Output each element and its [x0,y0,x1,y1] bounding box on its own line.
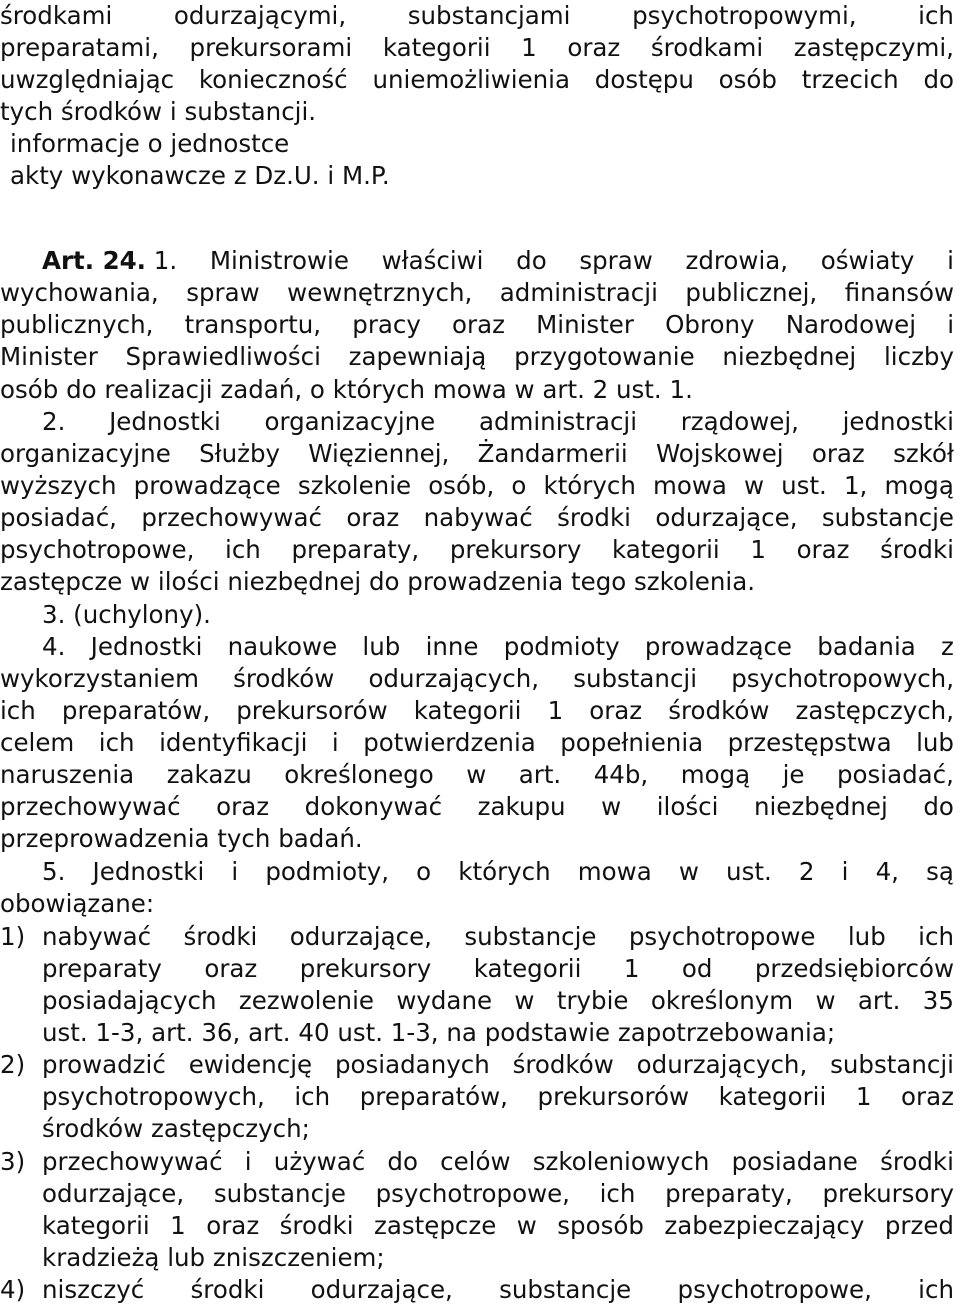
word: właściwi [381,246,484,275]
word: publicznych, [0,310,154,339]
word: w [815,986,836,1015]
word: prowadzące [644,632,793,661]
word: zastępcze [374,1211,497,1240]
word: oraz [346,503,400,532]
word: 1, [843,471,868,500]
word: substancji [573,664,698,693]
word: identyfikacji [159,728,308,757]
word: o [511,471,527,500]
executive-acts-link[interactable]: akty wykonawcze z Dz.U. i M.P. [10,161,390,190]
word: preparaty [42,954,162,983]
word: spraw [579,246,653,275]
word: posiadać, [0,503,117,532]
word: ilości [656,792,719,821]
word: inne [425,632,479,661]
paragraph-line [0,534,954,566]
paragraph-line [0,663,954,695]
word: przedsiębiorców [754,954,954,983]
word: w [466,760,487,789]
word: i [231,857,239,886]
word: mowa [577,857,652,886]
word: oraz [216,792,270,821]
word: zastępczymi, [793,33,954,62]
word: niezbędnej [722,342,857,371]
word: celem [0,728,75,757]
paragraph-number: 4. [42,632,66,661]
paragraph-1-first-line [42,245,954,277]
word: w [516,1211,537,1240]
word: mogą [680,760,751,789]
word: prekursory [822,1179,954,1208]
word: zabezpieczający [664,1211,865,1240]
word: odurzających, [636,1050,808,1079]
word: administracji [499,278,658,307]
word: odurzające, [655,503,798,532]
word: publicznej, [685,278,818,307]
word: pracy [352,310,421,339]
word: trybie [556,986,629,1015]
word: ust. [726,857,772,886]
word: środki [190,1275,265,1304]
word: 35 [922,986,954,1015]
word: Sprawiedliwości [125,342,321,371]
article-heading [42,245,177,277]
word: art. [518,760,562,789]
word: ich [0,696,36,725]
word: posiadać, [836,760,954,789]
word: podmioty, [265,857,390,886]
word: ich [918,922,954,951]
word: szkolenie [297,471,412,500]
word: posiadanych [335,1050,490,1079]
word: z [941,632,954,661]
word: odurzające, [42,1179,185,1208]
word: oraz [452,310,505,339]
word: preparatami, [0,33,159,62]
word: Jednostki [92,857,205,886]
word: zakupu [477,792,566,821]
word: i [947,246,954,275]
word: lub [362,632,401,661]
word: środki [279,1211,354,1240]
unit-info-link[interactable]: informacje o jednostce [10,129,290,158]
word: oraz [589,696,643,725]
word: substancji [830,1050,954,1079]
word: substancjami [407,1,571,30]
word: wykorzystaniem [0,664,199,693]
word: przestępstwa [727,728,892,757]
paragraph-3: 3. (uchylony). [42,600,211,629]
word: badania [817,632,916,661]
word: posiadających [42,986,217,1015]
paragraph-number: 2. [42,407,66,436]
word: posiadane [731,1147,858,1176]
paragraph-line [0,759,954,791]
word: 1 [855,1082,872,1111]
word: mowa [652,471,727,500]
paragraph-line [0,502,954,534]
word: wychowania, [0,278,159,307]
word: Wojskowej [656,439,784,468]
word: transportu, [184,310,322,339]
word: 1 [170,1211,186,1240]
word: odurzającymi, [173,1,347,30]
word: środki [183,922,258,951]
word: nabywać [42,922,152,951]
word: ich [294,1082,331,1111]
word: preparatów, [359,1082,508,1111]
word: Żandarmerii [477,439,628,468]
list-item-line [42,1049,954,1081]
paragraph-line: zastępcze w ilości niezbędnej do prowadzenia tego szkolenia. [0,567,755,596]
word: 44b, [593,760,649,789]
word: środków [233,664,335,693]
word: 1 [750,535,766,564]
word: popełnienia [560,728,704,757]
word: Jednostki [90,632,203,661]
article-label: Art. 24. [42,246,146,275]
list-item-line: ust. 1-3, art. 36, art. 40 ust. 1-3, na podstawie zapotrzebowania; [42,1018,836,1047]
word: do [387,1147,418,1176]
paragraph-4-first-line [42,631,954,663]
list-item-number: 1) [0,922,26,951]
word: środkami [0,1,113,30]
word: potwierdzenia [363,728,536,757]
word: Jednostki [109,407,221,436]
intro-line [0,32,954,64]
list-item-line [42,953,954,985]
word: psychotropowe, [0,535,195,564]
word: od [681,954,713,983]
word: 1 [521,33,537,62]
word: kategorii [718,1082,827,1111]
word: w [744,471,765,500]
word: określonym [650,986,794,1015]
word: oraz [204,954,258,983]
word: osób, [428,471,495,500]
word: ich [225,535,261,564]
word: określonego [284,760,434,789]
word: psychotropowymi, [632,1,857,30]
word: oraz [206,1211,260,1240]
word: w [601,792,622,821]
list-item-line [42,1081,954,1113]
word: prekursorów [537,1082,690,1111]
word: niezbędnej [753,792,888,821]
list-item-number: 2) [0,1050,26,1079]
word: art. [857,986,901,1015]
word: i [841,857,849,886]
word: organizacyjne [264,407,436,436]
word: oświaty [820,246,915,275]
word: prowadzić [42,1050,166,1079]
word: celów [440,1147,511,1176]
word: naruszenia [0,760,135,789]
word: ewidencję [188,1050,313,1079]
word: substancje [213,1179,346,1208]
word: naukowe [227,632,338,661]
word: psychotropowych, [42,1082,265,1111]
word: do [923,65,954,94]
intro-line: tych środków i substancji. [0,97,317,126]
paragraph-line [0,470,954,502]
word: wyższych [0,471,117,500]
list-item-line [42,1210,954,1242]
word: zakazu [166,760,252,789]
word: finansów [844,278,954,307]
word: substancje [464,922,597,951]
word: ich [599,1179,636,1208]
word: substancje [499,1275,632,1304]
word: Narodowej [785,310,917,339]
list-item-line [42,921,954,953]
word: odurzające, [289,922,432,951]
word: zastępczych, [795,696,954,725]
word: oraz [796,535,850,564]
word: substancje [821,503,954,532]
word: Ministrowie [209,246,349,275]
paragraph-line [0,438,954,470]
word: szkoleniowych [532,1147,710,1176]
word: oraz [811,439,865,468]
word: środków [668,696,770,725]
word: liczby [883,342,954,371]
list-item-number: 3) [0,1147,26,1176]
word: kategorii [382,33,491,62]
word: kategorii [612,535,720,564]
word: dokonywać [304,792,443,821]
word: psychotropowe [628,922,816,951]
word: nabywać [423,503,533,532]
word: kategorii [473,954,582,983]
word: i [331,728,339,757]
word: odurzające, [310,1275,453,1304]
word: organizacyjne [0,439,171,468]
paragraph-line: osób do realizacji zadań, o których mowa w art. 2 ust. 1. [0,375,693,404]
list-item-number: 4) [0,1275,26,1304]
list-item-line: kradzieżą lub zniszczeniem; [42,1243,385,1272]
word: niszczyć [42,1275,145,1304]
word: których [543,471,636,500]
word: ich [98,728,135,757]
word: Obrony [665,310,755,339]
word: konieczność [198,65,348,94]
paragraph-2-first-line [42,406,954,438]
word: prekursorów [236,696,388,725]
paragraph-number: 5. [42,857,66,886]
word: psychotropowych, [731,664,954,693]
word: zezwolenie [238,986,374,1015]
word: jednostki [842,407,954,436]
word: środki [880,1147,954,1176]
word: środki [880,535,954,564]
word: o [416,857,432,886]
word: prowadzące [133,471,281,500]
word: przed [884,1211,954,1240]
word: oraz [567,33,621,62]
word: prekursory [299,954,432,983]
list-item-line: środków zastępczych; [42,1114,310,1143]
word: podmioty [503,632,620,661]
word: 4, [875,857,899,886]
word: wewnętrznych, [287,278,473,307]
word: preparaty, [291,535,420,564]
word: 1 [623,954,640,983]
word: środkami [650,33,764,62]
word: ich [918,1275,954,1304]
word: których [458,857,551,886]
word: kategorii [413,696,522,725]
word: psychotropowe, [677,1275,872,1304]
word: osób [718,65,777,94]
word: dostępu [594,65,694,94]
word: kategorii [42,1211,150,1240]
word: zdrowia, [685,246,789,275]
word: w [678,857,699,886]
paragraph-number: 1. [153,246,178,275]
word: odurzających, [368,664,540,693]
word: do [516,246,547,275]
word: zapewniają [348,342,487,371]
word: uniemożliwienia [372,65,570,94]
word: administracji [478,407,638,436]
word: 2 [798,857,815,886]
word: i [947,310,954,339]
word: i [244,1147,252,1176]
paragraph-line [0,791,954,823]
word: przechowywać [42,1147,223,1176]
word: Minister [536,310,634,339]
intro-line [0,64,954,96]
paragraph-line [0,309,954,341]
list-item-line [42,1274,954,1306]
list-item-line [42,1146,954,1178]
word: wydane [396,986,493,1015]
word: lub [916,728,954,757]
word: środków [512,1050,614,1079]
word: mogą [884,471,954,500]
paragraph-line: obowiązane: [0,889,155,918]
word: je [782,760,805,789]
word: uwzględniając [0,65,175,94]
word: lub [847,922,886,951]
list-item-line [42,985,954,1017]
word: Minister [0,342,98,371]
intro-line [0,0,954,32]
word: przechowywać [141,503,322,532]
list-item-line [42,1178,954,1210]
word: spraw [186,278,260,307]
word: do [923,792,954,821]
word: Służby [199,439,281,468]
word: w [514,986,535,1015]
word: przygotowanie [514,342,695,371]
word: trzecich [801,65,899,94]
paragraph-line [0,341,954,373]
word: preparatów, [61,696,211,725]
word: środki [557,503,631,532]
paragraph-line [0,277,954,309]
word: prekursorami [189,33,353,62]
paragraph-5-first-line [42,856,954,888]
word: 1 [547,696,564,725]
paragraph-line [0,727,954,759]
word: Więziennej, [308,439,450,468]
paragraph-line: przeprowadzenia tych badań. [0,824,363,853]
word: przechowywać [0,792,181,821]
word: ust. [781,471,827,500]
word: są [926,857,954,886]
word: oraz [901,1082,954,1111]
word: prekursory [449,535,582,564]
paragraph-line [0,695,954,727]
word: psychotropowe, [375,1179,570,1208]
word: szkół [893,439,954,468]
word: ich [918,1,954,30]
word: używać [273,1147,366,1176]
word: rządowej, [680,407,799,436]
word: preparaty, [665,1179,793,1208]
word: sposób [557,1211,644,1240]
